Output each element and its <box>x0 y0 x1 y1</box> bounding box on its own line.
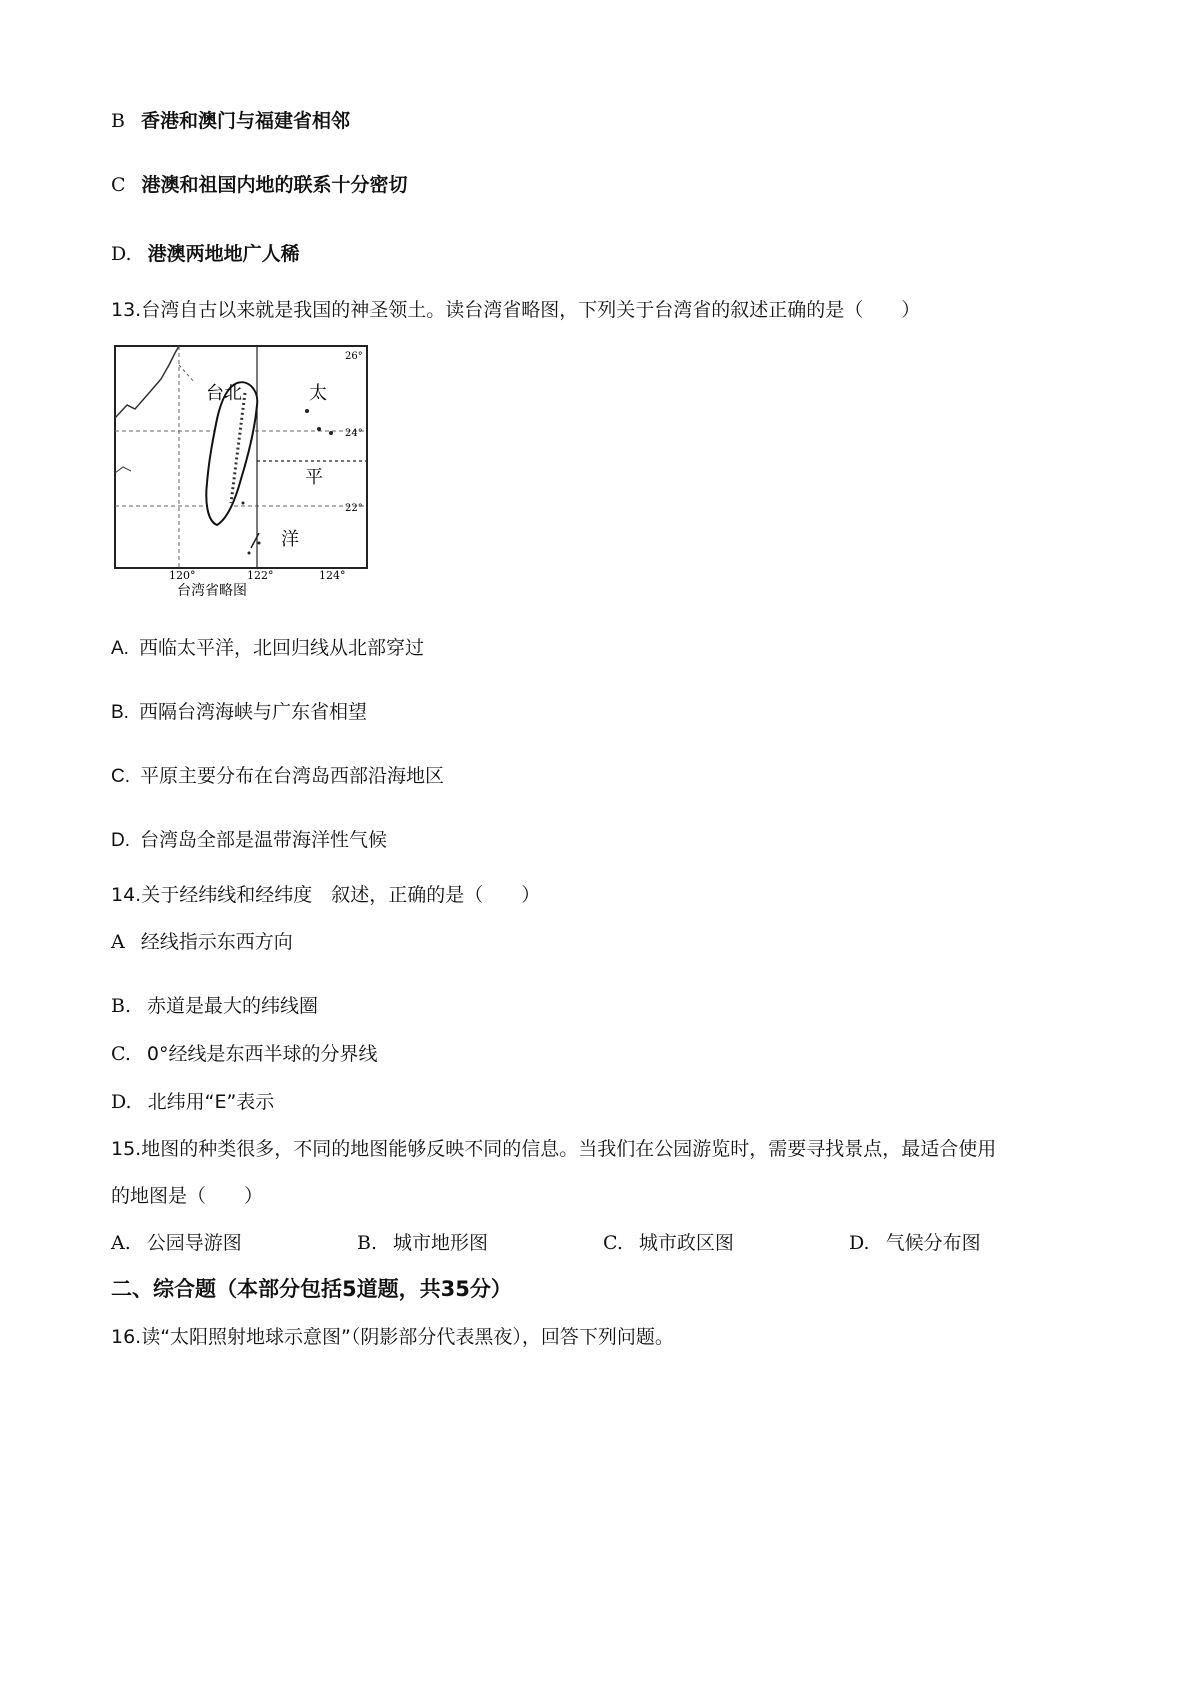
map-caption: 台湾省略图 <box>177 583 247 598</box>
option-text: 公园导游图 <box>146 1232 242 1254</box>
option-letter: C. <box>603 1232 623 1254</box>
q13-option-a <box>111 633 424 660</box>
q12-option-c <box>111 170 408 197</box>
option-letter: C. <box>111 1043 131 1065</box>
option-letter: B <box>111 110 125 132</box>
q14-option-a <box>111 927 293 954</box>
taiwan-map-figure <box>109 343 375 598</box>
option-text: 城市政区图 <box>638 1232 734 1254</box>
option-text: 赤道是最大的纬线圈 <box>147 995 319 1017</box>
label-yang: 洋 <box>281 529 299 550</box>
q13-stem: 13.台湾自古以来就是我国的神圣领土。读台湾省略图，下列关于台湾省的叙述正确的是（ ） <box>111 299 921 321</box>
option-letter: B. <box>357 1232 378 1254</box>
q14-option-b <box>111 991 318 1018</box>
label-ping: 平 <box>305 467 323 488</box>
q14-option-d <box>111 1087 274 1114</box>
option-text: 港澳和祖国内地的联系十分密切 <box>141 174 408 196</box>
option-letter: A <box>111 931 125 953</box>
taiwan-map <box>109 343 375 598</box>
section-title: 二、综合题（本部分包括5道题，共35分） <box>111 1277 512 1301</box>
lat-tick: 24° <box>345 428 363 439</box>
label-tai: 太 <box>309 383 327 404</box>
lat-tick: 26° <box>345 351 363 362</box>
q12-option-d <box>111 239 300 266</box>
lon-tick: 124° <box>319 569 346 582</box>
option-text: 0°经线是东西半球的分界线 <box>146 1043 378 1065</box>
option-text: 西隔台湾海峡与广东省相望 <box>138 701 367 723</box>
option-letter: D. <box>111 1091 132 1113</box>
q15-option-a <box>111 1228 242 1255</box>
option-text: 西临太平洋，北回归线从北部穿过 <box>138 637 424 659</box>
lon-tick: 122° <box>247 569 274 582</box>
q14-stem: 14.关于经纬线和经纬度 叙述，正确的是（ ） <box>111 884 541 906</box>
option-letter: D. <box>111 830 130 851</box>
q13-option-b <box>111 697 367 724</box>
q15-option-d <box>849 1228 981 1255</box>
q14-option-c <box>111 1039 378 1066</box>
option-letter: A. <box>111 1232 131 1254</box>
option-letter: A. <box>111 638 129 659</box>
option-letter: D. <box>111 243 132 265</box>
option-text: 城市地形图 <box>393 1232 489 1254</box>
option-letter: B. <box>111 702 129 723</box>
option-text: 北纬用“E”表示 <box>147 1091 275 1113</box>
option-letter: D. <box>849 1232 870 1254</box>
option-letter: C. <box>111 766 130 787</box>
q15-stem-line2: 的地图是（ ） <box>111 1185 264 1207</box>
option-text: 港澳两地地广人稀 <box>147 243 300 265</box>
option-text: 气候分布图 <box>885 1232 981 1254</box>
option-text: 香港和澳门与福建省相邻 <box>140 110 350 132</box>
option-text: 台湾岛全部是温带海洋性气候 <box>140 829 388 851</box>
label-taipei: 台北 <box>206 383 242 404</box>
lat-tick: 22° <box>345 503 363 514</box>
option-text: 平原主要分布在台湾岛西部沿海地区 <box>140 765 445 787</box>
option-text: 经线指示东西方向 <box>140 931 293 953</box>
q15-option-b <box>357 1228 488 1255</box>
q15-stem-line1: 15.地图的种类很多，不同的地图能够反映不同的信息。当我们在公园游览时，需要寻找景点，最适合使用 <box>111 1138 997 1160</box>
option-letter: C <box>111 174 126 196</box>
lon-tick: 120° <box>169 569 196 582</box>
q13-option-d <box>111 825 387 852</box>
q16-stem: 16.读“太阳照射地球示意图”（阴影部分代表黑夜），回答下列问题。 <box>111 1326 674 1348</box>
q15-option-c <box>603 1228 734 1255</box>
q13-option-c <box>111 761 444 788</box>
q12-option-b <box>111 106 350 133</box>
option-letter: B. <box>111 995 132 1017</box>
